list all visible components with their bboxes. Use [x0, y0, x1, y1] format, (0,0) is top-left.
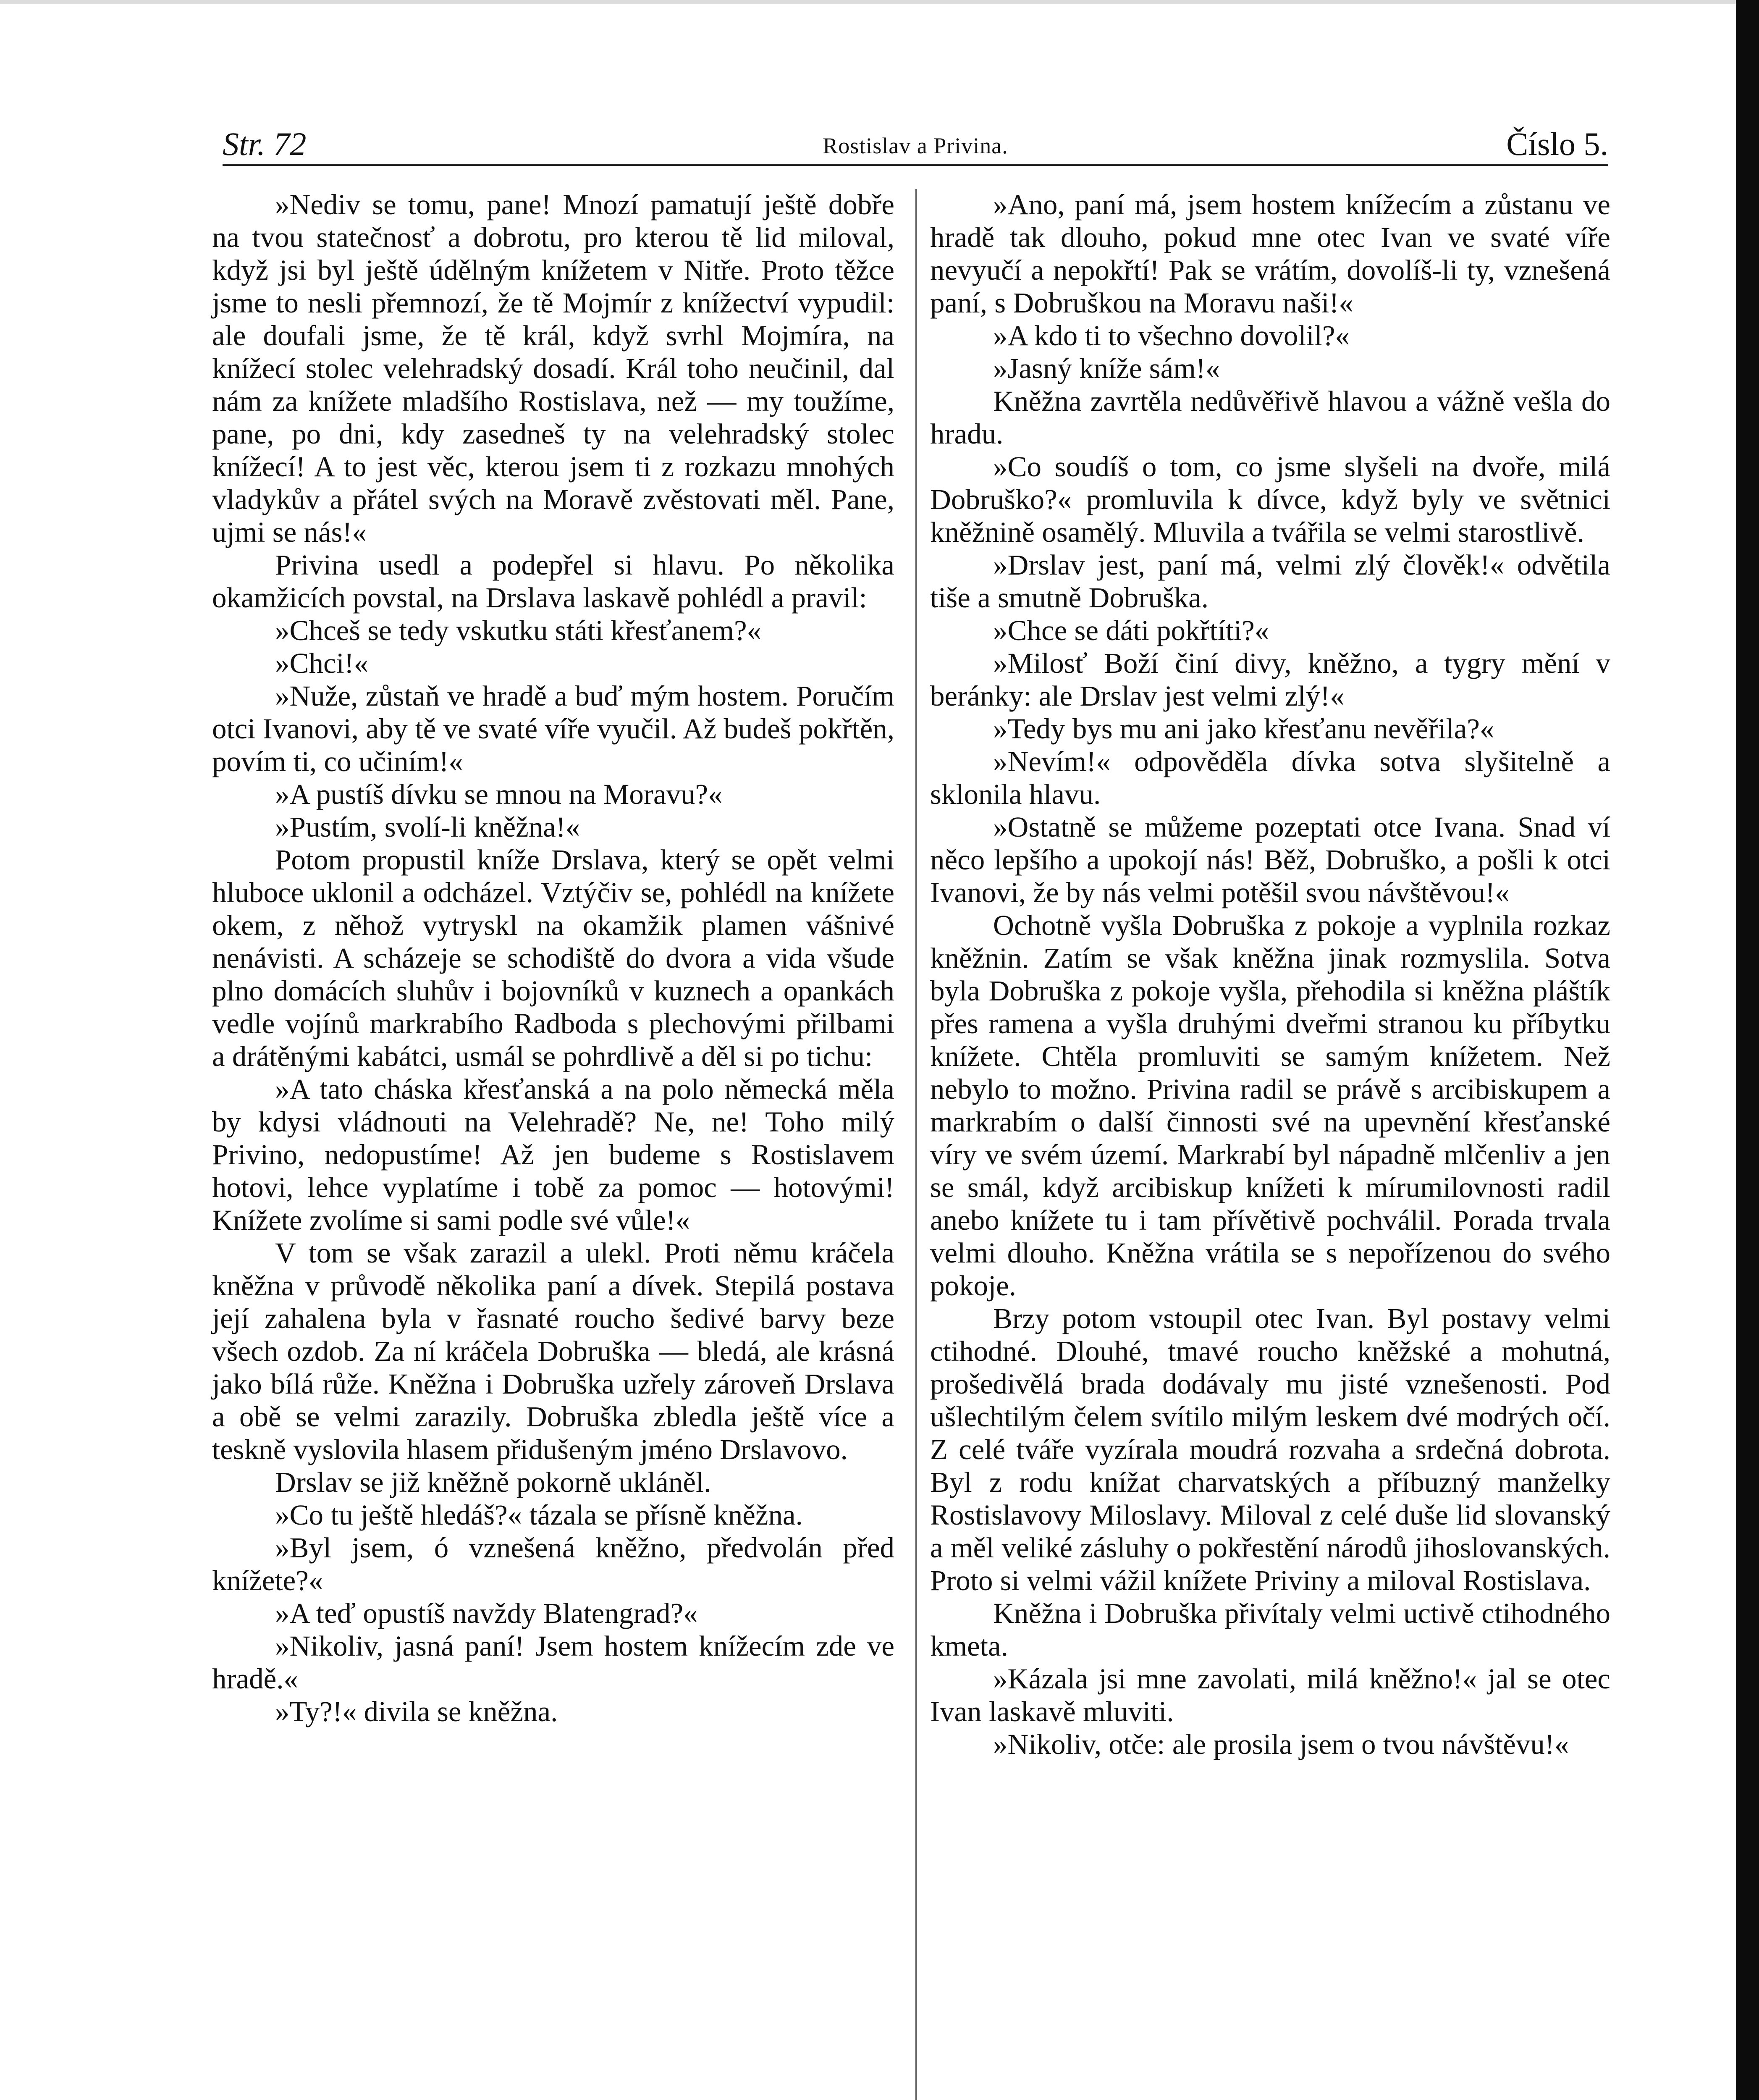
paragraph: »Chceš se tedy vskutku státi křesťanem?« — [275, 614, 762, 646]
right-column — [930, 188, 1610, 1761]
paragraph: Drslav se již kněžně pokorně ukláněl. — [275, 1466, 711, 1498]
paragraph: »A teď opustíš navždy Blatengrad?« — [275, 1597, 698, 1629]
paragraph: »Milosť Boží činí divy, kněžno, a tygry mění v beránky: ale Drslav jest velmi zlý!« — [930, 647, 1610, 712]
paragraph: Kněžna zavrtěla nedůvěřivě hlavou a vážně vešla do hradu. — [930, 385, 1610, 450]
paragraph: »Nikoliv, otče: ale prosila jsem o tvou návštěvu!« — [993, 1728, 1569, 1760]
paragraph: »Pustím, svolí-li kněžna!« — [275, 811, 580, 843]
paragraph: »Kázala jsi mne zavolati, milá kněžno!« jal se otec Ivan laskavě mluviti. — [930, 1663, 1610, 1727]
paragraph: »Co tu ještě hledáš?« tázala se přísně kněžna. — [275, 1499, 803, 1531]
paragraph: Ochotně vyšla Dobruška z pokoje a vyplnila rozkaz kněžnin. Zatím se však kněžna jinak rozmyslila. Sotva byla Dobruška z pokoje vyšla, přehodila si kněžna pláštík přes ramena a vyšla druhými dveřmi stranou ku příbytku knížete. Chtěla promluviti se samým knížetem. Než nebylo to možno. Privina radil se právě s arcibiskupem a markrabím o další činnosti své na upevnění křesťanské víry ve svém území. Markrabí byl nápadně mlčenliv a jen se smál, když arcibiskup knížeti k mírumilovnosti radil anebo knížete tu i tam přívětivě pochválil. Porada trvala velmi dlouho. Kněžna vrátila se s nepořízenou do svého pokoje. — [930, 909, 1610, 1302]
paragraph: V tom se však zarazil a ulekl. Proti němu kráčela kněžna v průvodě několika paní a dívek. Stepilá postava její zahalena byla v řasnaté roucho šedivé barvy beze všech ozdob. Za ní kráčela Dobruška — bledá, ale krásná jako bílá růže. Kněžna i Dobruška uzřely zároveň Drslava a obě se velmi zarazily. Dobruška zbledla ještě více a teskně vyslovila hlasem přidušeným jméno Drslavovo. — [212, 1237, 894, 1465]
paragraph: »Byl jsem, ó vznešená kněžno, předvolán před knížete?« — [212, 1532, 894, 1596]
paragraph: »Ty?!« divila se kněžna. — [275, 1696, 558, 1727]
paragraph: »Co soudíš o tom, co jsme slyšeli na dvoře, milá Dobruško?« promluvila k dívce, když byly ve světnici kněžnině osamělý. Mluvila a tvářila se velmi starostlivě. — [930, 451, 1610, 548]
left-column — [212, 188, 894, 1728]
paragraph: »Nuže, zůstaň ve hradě a buď mým hostem. Poručím otci Ivanovi, aby tě ve svaté víře vyučil. Až budeš pokřtěn, povím ti, co učiním!« — [212, 680, 894, 777]
paragraph: »A kdo ti to všechno dovolil?« — [993, 320, 1350, 352]
paragraph: »A pustíš dívku se mnou na Moravu?« — [275, 778, 723, 810]
paragraph: »Jasný kníže sám!« — [993, 352, 1220, 384]
paragraph: »Chce se dáti pokřtíti?« — [993, 614, 1269, 646]
paragraph: »Ostatně se můžeme pozeptati otce Ivana. Snad ví něco lepšího a upokojí nás! Běž, Dobruško, a pošli k otci Ivanovi, že by nás velmi potěšil svou návštěvou!« — [930, 811, 1610, 908]
paragraph: Privina usedl a podepřel si hlavu. Po několika okamžicích povstal, na Drslava laskavě pohlédl a pravil: — [212, 549, 894, 614]
paragraph: »Tedy bys mu ani jako křesťanu nevěřila?« — [993, 713, 1494, 745]
paragraph: »Drslav jest, paní má, velmi zlý člověk!« odvětila tiše a smutně Dobruška. — [930, 549, 1610, 614]
issue-number: Číslo 5. — [1506, 126, 1608, 162]
header-rule — [223, 164, 1608, 166]
paragraph: »Chci!« — [275, 647, 369, 679]
scan-edge-right — [1736, 0, 1759, 2100]
paragraph: »Nikoliv, jasná paní! Jsem hostem knížecím zde ve hradě.« — [212, 1630, 894, 1695]
paragraph: Kněžna i Dobruška přivítaly velmi uctivě ctihodného kmeta. — [930, 1597, 1610, 1662]
column-divider — [915, 189, 917, 2100]
page-number: Str. 72 — [223, 126, 307, 162]
paragraph: »Ano, paní má, jsem hostem knížecím a zůstanu ve hradě tak dlouho, pokud mne otec Ivan ve svaté víře nevyučí a nepokřtí! Pak se vrátím, dovolíš-li ty, vznešená paní, s Dobruškou na Moravu naši!« — [930, 189, 1610, 319]
running-title: Rostislav a Privina. — [823, 133, 1008, 158]
running-header — [223, 113, 1608, 168]
paragraph: »Nediv se tomu, pane! Mnozí pamatují ještě dobře na tvou statečnosť a dobrotu, pro kterou tě lid miloval, když jsi byl ještě údělným knížetem v Nitře. Proto těžce jsme to nesli přemnozí, že tě Mojmír z knížectví vypudil: ale doufali jsme, že tě král, když svrhl Mojmíra, na knížecí stolec velehradský dosadí. Král toho neučinil, dal nám za knížete mladšího Rostislava, než — my toužíme, pane, po dni, kdy zasedneš ty na velehradský stolec knížecí! A to jest věc, kterou jsem ti z rozkazu mnohých vladykův a přátel svých na Moravě zvěstovati měl. Pane, ujmi se nás!« — [212, 189, 894, 548]
paragraph: »Nevím!« odpověděla dívka sotva slyšitelně a sklonila hlavu. — [930, 746, 1610, 810]
paragraph: Potom propustil kníže Drslava, který se opět velmi hluboce uklonil a odcházel. Vztýčiv se, pohlédl na knížete okem, z něhož vytryskl na okamžik plamen vášnivé nenávisti. A scházeje se schodiště do dvora a vida všude plno domácích sluhův i bojovníků v kuznech a opankách vedle vojínů markrabího Radboda s plechovými přilbami a drátěnými kabátci, usmál se pohrdlivě a děl si po tichu: — [212, 844, 894, 1072]
scan-edge-top — [0, 0, 1759, 4]
paragraph: »A tato cháska křesťanská a na polo německá měla by kdysi vládnouti na Velehradě? Ne, ne! Toho milý Privino, nedopustíme! Až jen budeme s Rostislavem hotovi, lehce vyplatíme i tobě za pomoc — hotovými! Knížete zvolíme si sami podle své vůle!« — [212, 1073, 894, 1236]
paragraph: Brzy potom vstoupil otec Ivan. Byl postavy velmi ctihodné. Dlouhé, tmavé roucho kněžské a mohutná, prošedivělá brada dodávaly mu jisté vznešenosti. Pod ušlechtilým čelem svítilo milým leskem dvé modrých očí. Z celé tváře vyzírala moudrá rozvaha a srdečná dobrota. Byl z rodu knížat charvatských a příbuzný manželky Rostislavovy Miloslavy. Miloval z celé duše lid slovanský a měl veliké zásluhy o pokřestění národů jihoslovanských. Proto si velmi vážil knížete Priviny a miloval Rostislava. — [930, 1302, 1610, 1596]
